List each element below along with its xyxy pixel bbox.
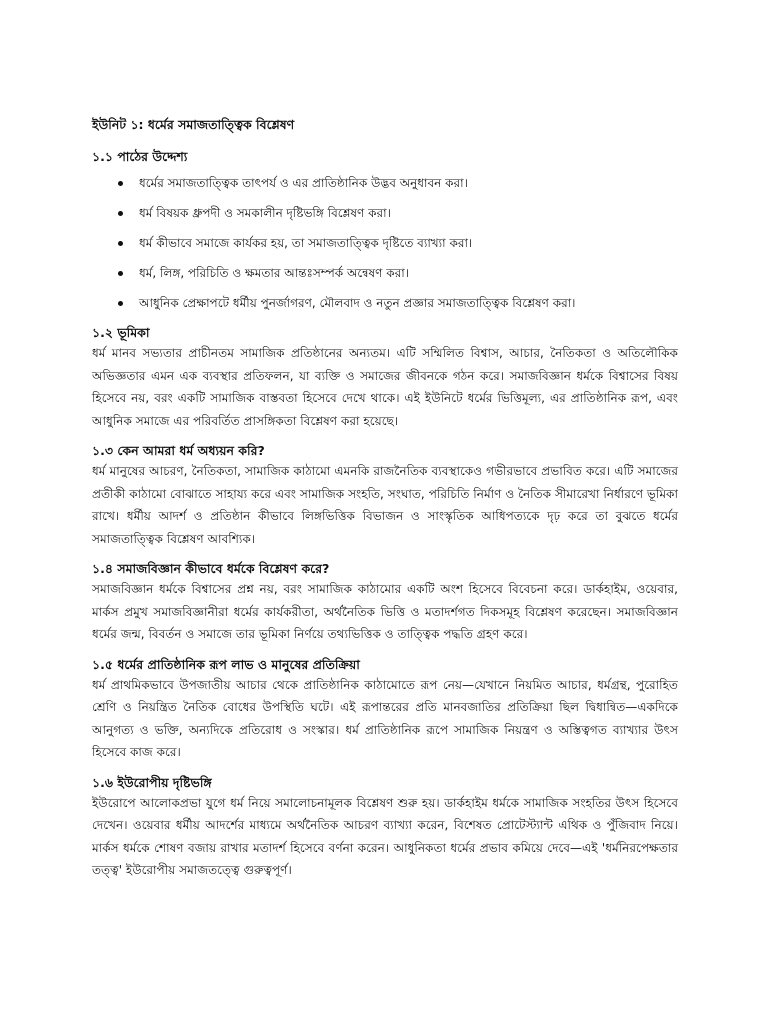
section-paragraph: ধর্ম প্রাথমিকভাবে উপজাতীয় আচার থেকে প্রাতিষ্ঠানিক কাঠামোতে রূপ নেয়—যেখানে নিয়মিত আচার, ধর্মগ্রন্থ, পুরোহিত শ্রেণি ও নিয়ন্ত্রিত নৈতিক বোধের উপস্থিতি ঘটে। এই রূপান্তরের প্রতি মানবজাতির প্রতিক্রিয়া ছিল দ্বিধান্বিত—একদিকে আনুগত্য ও ভক্তি, অন্যদিকে প্রতিরোধ ও সংস্কার। ধর্ম প্রাতিষ্ঠানিক রূপে সামাজিক নিয়ন্ত্রণ ও অস্তিত্বগত ব্যাখ্যার উৎস হিসেবে কাজ করে। bbox=[92, 677, 678, 759]
section-paragraph: ধর্ম মানুষের আচরণ, নৈতিকতা, সামাজিক কাঠামো এমনকি রাজনৈতিক ব্যবস্থাকেও গভীরভাবে প্রভাবিত করে। এটি সমাজের প্রতীকী কাঠামো বোঝাতে সাহায্য করে এবং সামাজিক সংহতি, সংঘাত, পরিচিতি নির্মাণ ও নৈতিক সীমারেখা নির্ধারণে ভূমিকা রাখে। ধর্মীয় আদর্শ ও প্রতিষ্ঠান কীভাবে লিঙ্গভিত্তিক বিভাজন ও সাংস্কৃতিক আধিপত্যকে দৃঢ় করে তা বুঝতে ধর্মের সমাজতাত্ত্বিক বিশ্লেষণ আবশ্যিক। bbox=[92, 464, 678, 546]
bullet-icon bbox=[118, 271, 123, 276]
objective-text: ধর্মের সমাজতাত্ত্বিক তাৎপর্য ও এর প্রাতিষ্ঠানিক উদ্ভব অনুধাবন করা। bbox=[139, 176, 468, 190]
bullet-icon bbox=[118, 301, 123, 306]
bullet-icon bbox=[118, 211, 123, 216]
section-european-perspective bbox=[92, 774, 678, 882]
bullet-icon bbox=[118, 241, 123, 246]
section-heading: ১.৩ কেন আমরা ধর্ম অধ্যয়ন করি? bbox=[92, 443, 265, 458]
section-heading: ১.৬ ইউরোপীয় দৃষ্টিভঙ্গি bbox=[92, 774, 212, 790]
list-item bbox=[92, 204, 678, 222]
objectives-heading: ১.১ পাঠের উদ্দেশ্য bbox=[92, 149, 188, 164]
section-introduction bbox=[92, 324, 678, 432]
list-item bbox=[92, 174, 678, 192]
section-why-study-religion bbox=[92, 442, 678, 550]
section-heading: ১.৫ ধর্মের প্রাতিষ্ঠানিক রূপ লাভ ও মানুষের প্রতিক্রিয়া bbox=[92, 656, 360, 672]
list-item bbox=[92, 234, 678, 252]
unit-title: ইউনিট ১: ধর্মের সমাজতাত্ত্বিক বিশ্লেষণ bbox=[92, 117, 295, 132]
section-paragraph: সমাজবিজ্ঞান ধর্মকে বিশ্বাসের প্রশ্ন নয়, বরং সামাজিক কাঠামোর একটি অংশ হিসেবে বিবেচনা করে। ডার্কহাইম, ওয়েবার, মার্কস প্রমুখ সমাজবিজ্ঞানীরা ধর্মের কার্যকরীতা, অর্থনৈতিক ভিত্তি ও মতাদর্শগত দিকসমূহ বিশ্লেষণ করেছেন। সমাজবিজ্ঞান ধর্মের জন্ম, বিবর্তন ও সমাজে তার ভূমিকা নির্ণয়ে তথ্যভিত্তিক ও তাত্ত্বিক পদ্ধতি গ্রহণ করে। bbox=[92, 582, 678, 641]
section-heading: ১.২ ভূমিকা bbox=[92, 325, 150, 340]
section-paragraph: ইউরোপে আলোকপ্রভা যুগে ধর্ম নিয়ে সমালোচনামূলক বিশ্লেষণ শুরু হয়। ডার্কহাইম ধর্মকে সামাজিক সংহতির উৎস হিসেবে দেখেন। ওয়েবার ধর্মীয় আদর্শের মাধ্যমে অর্থনৈতিক আচরণ ব্যাখ্যা করেন, বিশেষত প্রোটেস্ট্যান্ট এথিক ও পুঁজিবাদ নিয়ে। মার্কস ধর্মকে শোষণ বজায় রাখার মতাদর্শ হিসেবে বর্ণনা করেন। আধুনিকতা ধর্মের প্রভাব কমিয়ে দেবে—এই 'ধর্মনিরপেক্ষতার তত্ত্ব' ইউরোপীয় সমাজতত্ত্বে গুরুত্বপূর্ণ। bbox=[92, 795, 678, 877]
bullet-icon bbox=[118, 181, 123, 186]
section-paragraph: ধর্ম মানব সভ্যতার প্রাচীনতম সামাজিক প্রতিষ্ঠানের অন্যতম। এটি সম্মিলিত বিশ্বাস, আচার, নৈতিকতা ও অতিলৌকিক অভিজ্ঞতার এমন এক ব্যবস্থার প্রতিফলন, যা ব্যক্তি ও সমাজের জীবনকে গঠন করে। সমাজবিজ্ঞান ধর্মকে বিশ্বাসের বিষয় হিসেবে নয়, বরং একটি সামাজিক বাস্তবতা হিসেবে দেখে থাকে। এই ইউনিটে ধর্মের ভিত্তিমূল্য, এর প্রাতিষ্ঠানিক রূপ, এবং আধুনিক সমাজে এর পরিবর্তিত প্রাসঙ্গিকতা বিশ্লেষণ করা হয়েছে। bbox=[92, 346, 678, 428]
section-institutionalization bbox=[92, 656, 678, 764]
objective-text: ধর্ম কীভাবে সমাজে কার্যকর হয়, তা সমাজতাত্ত্বিক দৃষ্টিতে ব্যাখ্যা করা। bbox=[139, 236, 473, 250]
list-item bbox=[92, 294, 678, 312]
objectives-list bbox=[92, 174, 678, 312]
objective-text: ধর্ম, লিঙ্গ, পরিচিতি ও ক্ষমতার আন্তঃসম্পর্ক অন্বেষণ করা। bbox=[139, 266, 409, 280]
section-heading: ১.৪ সমাজবিজ্ঞান কীভাবে ধর্মকে বিশ্লেষণ করে? bbox=[92, 561, 330, 576]
list-item bbox=[92, 264, 678, 282]
section-sociology-analysis bbox=[92, 560, 678, 646]
objective-text: ধর্ম বিষয়ক ধ্রুপদী ও সমকালীন দৃষ্টিভঙ্গি বিশ্লেষণ করা। bbox=[139, 206, 391, 220]
objective-text: আধুনিক প্রেক্ষাপটে ধর্মীয় পুনর্জাগরণ, মৌলবাদ ও নতুন প্রজ্ঞার সমাজতাত্ত্বিক বিশ্লেষণ করা। bbox=[139, 296, 576, 310]
